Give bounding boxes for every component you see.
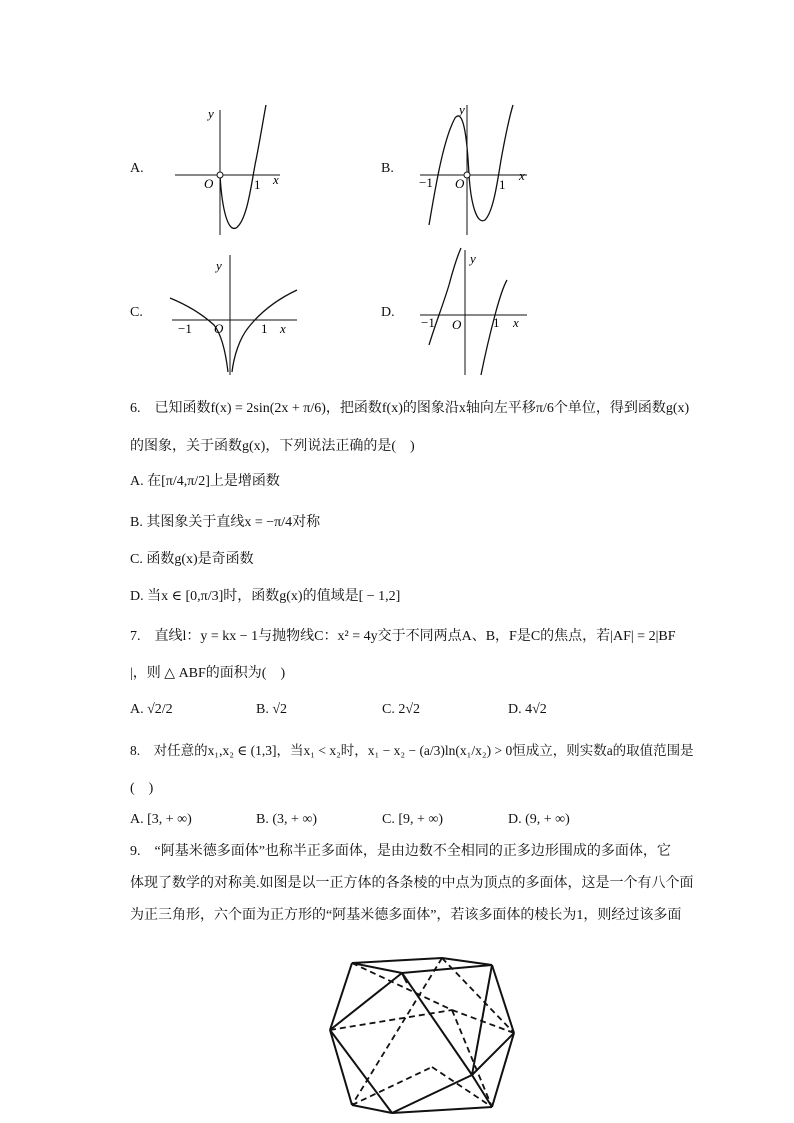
graph-c-origin: O xyxy=(214,321,224,336)
q9-stem-line1: 9. “阿基米德多面体”也称半正多面体，是由边数不全相同的正多边形围成的多面体，它 xyxy=(130,844,671,859)
graph-b-letter: B. xyxy=(381,161,394,176)
q8-option-c: C. [9, + ∞) xyxy=(382,812,444,827)
graph-b-ylabel: y xyxy=(459,102,465,117)
q6-option-b: B. 其图象关于直线x = −π/4对称 xyxy=(130,515,321,530)
graph-d-tick-neg: −1 xyxy=(421,315,435,330)
q8-stem-line1: 8. 对任意的x₁,x₂ ∈ (1,3]，当x₁ < x₂时，x₁ − x₂ − (a/3)ln(x₁/x₂) > 0恒成立，则实数a的取值范围是 xyxy=(130,743,694,758)
graph-b-tick-neg: −1 xyxy=(419,175,433,190)
graph-d-origin: O xyxy=(452,317,462,332)
graph-c xyxy=(162,250,302,380)
graph-d-tick-pos: 1 xyxy=(493,315,500,330)
q6-option-d: D. 当x ∈ [0,π/3]时，函数g(x)的值域是[ − 1,2] xyxy=(130,589,401,604)
graph-d xyxy=(415,245,535,380)
graph-d-ylabel: y xyxy=(470,251,476,266)
q9-stem-line3: 为正三角形，六个面为正方形的“阿基米德多面体”，若该多面体的棱长为1，则经过该多面 xyxy=(130,908,682,923)
graph-a-letter: A. xyxy=(130,161,144,176)
graph-a-ylabel: y xyxy=(208,106,214,121)
graph-c-tick-pos: 1 xyxy=(261,321,268,336)
q7-stem-line1: 7. 直线l：y = kx − 1与抛物线C：x² = 4y交于不同两点A、B，F是C的焦点，若|AF| = 2|BF xyxy=(130,629,676,644)
graph-d-letter: D. xyxy=(381,305,395,320)
q8-option-d: D. (9, + ∞) xyxy=(508,812,570,827)
q6-option-c: C. 函数g(x)是奇函数 xyxy=(130,552,254,567)
q7-option-a: A. √2/2 xyxy=(130,702,173,717)
graph-c-ylabel: y xyxy=(216,258,222,273)
graph-a xyxy=(170,100,290,240)
graph-c-letter: C. xyxy=(130,305,143,320)
graph-b xyxy=(415,100,535,240)
q9-stem-line2: 体现了数学的对称美.如图是以一正方体的各条棱的中点为顶点的多面体，这是一个有八个面 xyxy=(130,876,694,891)
graph-a-xlabel: x xyxy=(273,172,279,187)
graph-b-origin: O xyxy=(455,176,465,191)
q7-stem-line2: |，则 △ ABF的面积为( ) xyxy=(130,666,286,681)
q7-option-d: D. 4√2 xyxy=(508,702,547,717)
q7-option-b: B. √2 xyxy=(256,702,288,717)
graph-c-xlabel: x xyxy=(280,321,286,336)
graph-b-tick-pos: 1 xyxy=(499,177,506,192)
graph-c-tick-neg: −1 xyxy=(178,321,192,336)
q6-stem-line1: 6. 已知函数f(x) = 2sin(2x + π/6)，把函数f(x)的图象沿x轴向左平移π/6个单位，得到函数g(x) xyxy=(130,401,690,416)
graph-b-xlabel: x xyxy=(519,168,525,183)
graph-a-tick-pos: 1 xyxy=(254,177,261,192)
q8-option-a: A. [3, + ∞) xyxy=(130,812,192,827)
q8-stem-line2: ( ) xyxy=(130,781,154,796)
graph-d-xlabel: x xyxy=(513,315,519,330)
graph-a-origin: O xyxy=(204,176,214,191)
q6-option-a: A. 在[π/4,π/2]上是增函数 xyxy=(130,474,280,489)
q7-option-c: C. 2√2 xyxy=(382,702,421,717)
q8-option-b: B. (3, + ∞) xyxy=(256,812,318,827)
cuboctahedron-figure xyxy=(322,955,522,1115)
q6-stem-line2: 的图象，关于函数g(x)，下列说法正确的是( ) xyxy=(130,439,415,454)
